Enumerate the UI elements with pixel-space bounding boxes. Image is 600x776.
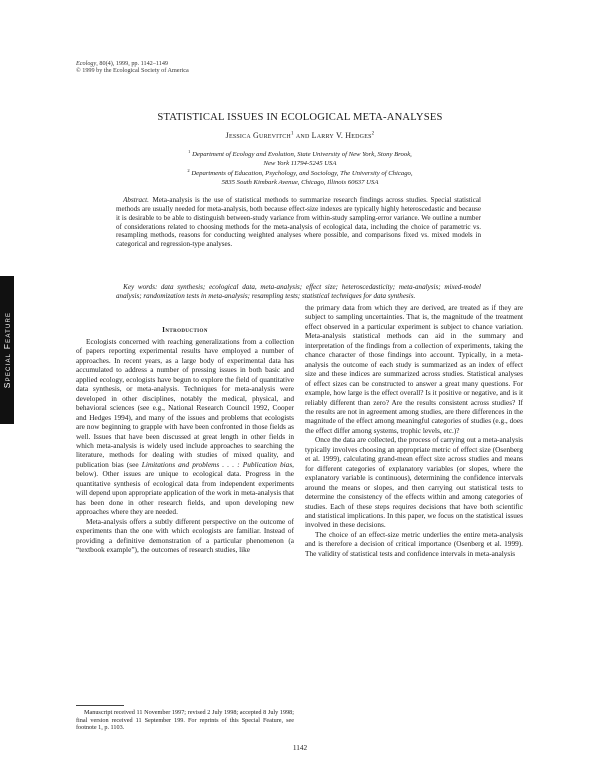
body-paragraph: The choice of an effect-size metric underlies the entire meta-analysis and is therefore a decision of critical importance (Osenberg et al. 1999). The validity of statistical tests and confidence intervals in meta-analysis [305,529,523,558]
author-connector: and [293,131,312,140]
paper-title: STATISTICAL ISSUES IN ECOLOGICAL META-ANALYSES [157,112,443,123]
author-superscript: 1 [290,131,294,137]
cross-reference: Limitations and problems . . . : Publication bias [141,459,293,469]
special-feature-label: Special Feature [2,311,12,389]
footnote-divider [76,705,124,706]
affiliation-line [100,148,500,160]
abstract-text: Meta-analysis is the use of statistical methods to summarize research findings across studies. Special statistical methods are usually needed for meta-analysis, both because effect-size indexes are typically highly heteroscedastic and because it is desirable to be able to distinguish between-study variance from within-study sampling-error variance. We outline a number of considerations related to choosing methods for the meta-analysis of ecological data, including the choice of parametric vs. resampling methods, reasons for conducting weighted analyses where possible, and comparisons fixed vs. mixed models in categorical and regression-type analyses. [116,196,481,249]
page-number: 1142 [292,743,308,752]
keywords [116,283,481,300]
journal-name: Ecology [76,60,97,67]
paragraph-text: , below). Other issues are unique to ecological data. Progress in the quantitative synthesis of ecological data from independent experiments will depend upon appropriate application of the work in meta-analysis that has been done in other research fields, and upon developing new approaches where they are needed. [76,459,294,517]
affiliation-1 [100,148,500,168]
body-paragraph: Once the data are collected, the process of carrying out a meta-analysis typically involves choosing an appropriate metric of effect size (Osenberg et al. 1999), calculating grand-mean effect size across studies and means for different categories of explanatory variables (or slopes, where the explanatory variable is continuous), determining the confidence intervals around the means or slopes, and then carrying out statistical tests to determine the consistency of the effects within and among categories of studies. Each of these steps requires decisions that have both scientific and statistical implications. In this paper, we focus on the statistical issues involved in these decisions. [305,435,523,530]
abstract-label: Abstract. [123,196,149,204]
citation-volume-pages: , 80(4), 1999, pp. 1142–1149 [96,60,169,67]
journal-citation [76,60,189,74]
body-paragraph [76,337,294,517]
keywords-text: data synthesis; ecological data, meta-analysis; effect size; heteroscedasticity; meta-analysis; mixed-model analysis; randomization tests in meta-analysis; resampling tests; statistical techniques for data synthesis. [116,283,482,300]
author-line [60,131,540,140]
affiliation-text: Departments of Education, Psychology, and Sociology, The University of Chicago, [189,170,413,178]
keywords-label: Key words: [123,283,158,291]
abstract [116,196,481,249]
affiliation-marker: 2 [187,168,190,173]
copyright-line: © 1999 by the Ecological Society of America [76,67,189,75]
author-hedges: Larry V. Hedges [311,131,372,140]
affiliation-line: New York 11794-5245 USA [263,159,337,167]
author-gurevitch: Jessica Gurevitch [225,131,291,140]
author-superscript: 2 [371,131,375,137]
affiliation-line: 5835 South Kimbark Avenue, Chicago, Illinois 60637 USA [221,178,379,186]
paragraph-text: Ecologists concerned with reaching generalizations from a collection of papers reporting experimental results have employed a number of approaches. In recent years, as a large body of experimental data has accumulated to address a number of pressing issues in both basic and applied ecology, ecologists have begun to explore the field of quantitative data synthesis, or meta-analysis. Techniques for meta-analysis were developed in other disciplines, notably the medical, physical, and behavioral sciences (see e.g., National Research Council 1992, Cooper and Hedges 1994), and many of the issues and problems that ecologists are now beginning to grapple with have been confronted in those fields as well. Issues that have been discussed at great length in other fields in which meta-analysis is widely used include approaches to searching the literature, methods for dealing with studies of mixed quality, and publication bias (see [76,337,294,469]
affiliation-marker: 1 [188,149,191,154]
body-paragraph: Meta-analysis offers a subtly different perspective on the outcome of experiments than the one with which ecologists are familiar. Instead of providing a definitive demonstration of a particular phenomenon (a “textbook example”), the outcomes of research studies, like [76,516,294,554]
body-paragraph: the primary data from which they are derived, are treated as if they are subject to sampling uncertainties. That is, the magnitude of the treatment effect observed in a particular experiment is subject to chance variation. Meta-analysis statistical methods can aid in the summary and interpretation of the findings from a collection of experiments, taking the chance character of those findings into account. Typically, in a meta-analysis the outcome of each study is summarized as an index of effect size and these indices are summarized across studies. Statistical analyses of effect sizes can be constructed to answer a great many questions. For example, how large is the effect overall? Is it positive or negative, and is it reliably different than zero? Are the results consistent across studies? If the results are not in agreement among studies, are there differences in the magnitude of the effect among meaningful categories of studies (e.g., does the effect differ among systems, trophic levels, etc.)? [305,303,523,435]
affiliation-text: Department of Ecology and Evolution, State University of New York, Stony Brook, [190,151,412,159]
manuscript-footnote: Manuscript received 11 November 1997; revised 2 July 1998; accepted 8 July 1998; final version received 11 September 199. For reprints of this Special Feature, see footnote 1, p. 1103. [76,709,294,732]
left-column [76,337,294,554]
affiliation-line [100,167,500,179]
citation-line [76,60,189,67]
affiliation-2 [100,167,500,187]
section-heading-introduction: Introduction [162,326,208,334]
right-column [305,303,523,558]
